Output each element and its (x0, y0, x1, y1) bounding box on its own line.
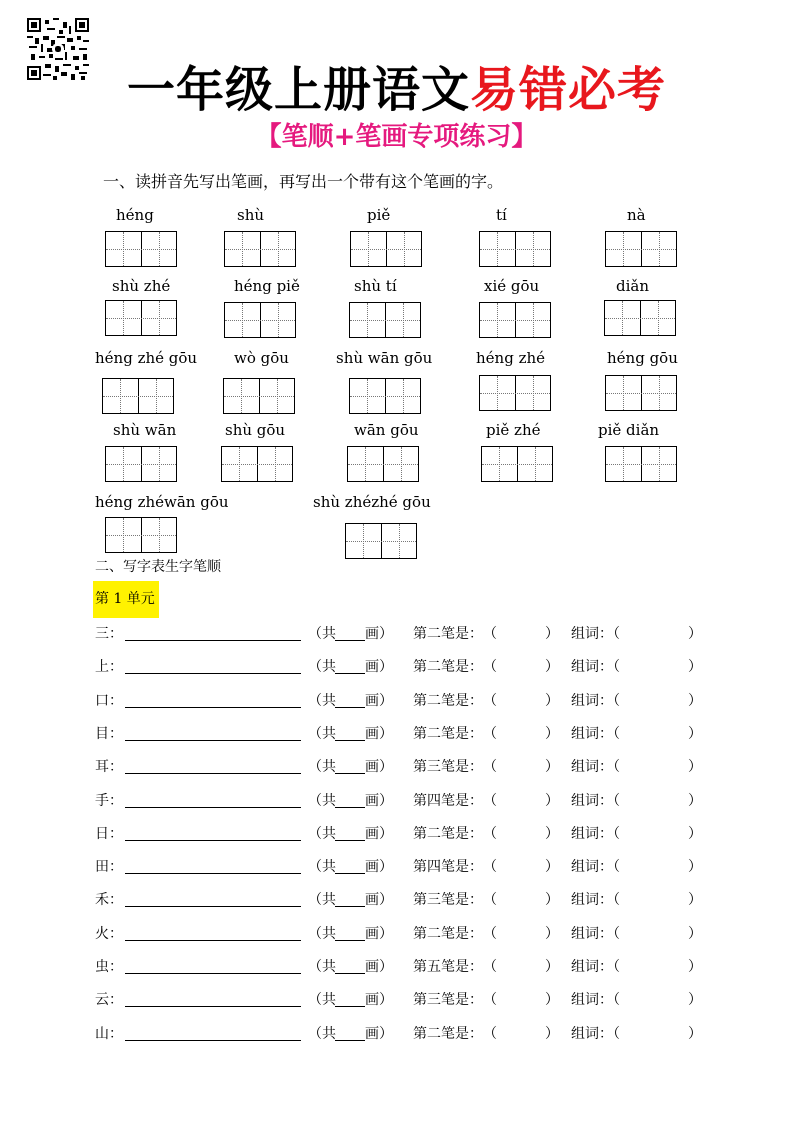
page-subtitle: 【笔顺+笔画专项练习】 (255, 122, 538, 152)
word-label: 组词：（ (571, 959, 620, 975)
word-label: 组词：（ (571, 992, 620, 1009)
word-label: 组词：（ (571, 892, 620, 909)
page-title: 一年级上册语文易错必考 (126, 62, 667, 118)
pinyin-label: shù (237, 206, 265, 224)
word-label: 组词：（ (571, 692, 620, 709)
total-strokes-close: 画） (365, 859, 393, 876)
stroke-order-blank[interactable] (125, 640, 301, 641)
total-strokes-open: （共 (308, 792, 336, 809)
character-label: 日： (95, 825, 123, 842)
total-strokes-open: （共 (308, 725, 336, 742)
stroke-question: 第四笔是： (413, 859, 483, 876)
character-label: 上： (95, 659, 123, 676)
total-strokes-blank[interactable] (335, 1040, 365, 1041)
pinyin-label: shù gōu (225, 421, 286, 439)
stroke-row (95, 924, 715, 944)
word-label: 组词：（ (571, 859, 620, 876)
pinyin-label: piě zhé (486, 421, 541, 439)
writing-grid-box[interactable] (605, 375, 677, 411)
word-close-paren: ） (688, 626, 702, 642)
word-label: 组词：（ (571, 759, 620, 776)
stroke-open-paren: （ (483, 925, 497, 942)
stroke-row (95, 791, 715, 811)
writing-grid-box[interactable] (481, 446, 553, 482)
pinyin-label: wān gōu (354, 421, 419, 439)
writing-grid-box[interactable] (105, 231, 177, 267)
character-label: 口： (95, 692, 123, 709)
stroke-row (95, 624, 715, 644)
stroke-row (95, 724, 715, 744)
writing-grid-box[interactable] (605, 446, 677, 482)
character-label: 三： (95, 626, 123, 642)
total-strokes-open: （共 (308, 1025, 336, 1042)
stroke-question: 第三笔是： (413, 892, 483, 909)
stroke-order-blank[interactable] (125, 707, 301, 708)
stroke-question: 第二笔是： (413, 659, 483, 676)
writing-grid-box[interactable] (479, 375, 551, 411)
writing-grid-box[interactable] (102, 378, 174, 414)
total-strokes-close: 画） (365, 925, 393, 942)
character-label: 禾： (95, 892, 123, 909)
writing-grid-box[interactable] (221, 446, 293, 482)
writing-grid-box[interactable] (347, 446, 419, 482)
writing-grid-box[interactable] (224, 231, 296, 267)
pinyin-label: tí (496, 206, 507, 224)
writing-grid-box[interactable] (105, 517, 177, 553)
stroke-row (95, 990, 715, 1010)
writing-grid-box[interactable] (349, 378, 421, 414)
stroke-question: 第三笔是： (413, 759, 483, 776)
total-strokes-open: （共 (308, 626, 336, 642)
total-strokes-close: 画） (365, 725, 393, 742)
stroke-question: 第二笔是： (413, 692, 483, 709)
stroke-question: 第二笔是： (413, 825, 483, 842)
writing-grid-box[interactable] (105, 300, 177, 336)
stroke-open-paren: （ (483, 725, 497, 742)
stroke-close-paren: ） (545, 626, 559, 642)
word-label: 组词：（ (571, 659, 620, 676)
stroke-order-blank[interactable] (125, 906, 301, 907)
pinyin-label: héng gōu (607, 349, 678, 367)
total-strokes-open: （共 (308, 892, 336, 909)
unit-label: 第 1 单元 (93, 581, 159, 618)
word-close-paren: ） (688, 725, 702, 742)
section-1-heading: 一、读拼音先写出笔画，再写出一个带有这个笔画的字。 (103, 172, 504, 191)
word-label: 组词：（ (571, 792, 620, 809)
total-strokes-blank[interactable] (335, 740, 365, 741)
stroke-question: 第二笔是： (413, 725, 483, 742)
word-close-paren: ） (688, 992, 702, 1009)
stroke-open-paren: （ (483, 692, 497, 709)
pinyin-label: shù zhé (112, 277, 171, 295)
total-strokes-blank[interactable] (335, 973, 365, 974)
pinyin-label: wò gōu (234, 349, 289, 367)
stroke-close-paren: ） (545, 825, 559, 842)
total-strokes-open: （共 (308, 825, 336, 842)
stroke-row (95, 857, 715, 877)
stroke-order-blank[interactable] (125, 840, 301, 841)
stroke-open-paren: （ (483, 1025, 497, 1042)
stroke-order-blank[interactable] (125, 973, 301, 974)
total-strokes-close: 画） (365, 959, 393, 975)
character-label: 虫： (95, 959, 123, 975)
stroke-close-paren: ） (545, 992, 559, 1009)
stroke-close-paren: ） (545, 792, 559, 809)
stroke-open-paren: （ (483, 992, 497, 1009)
stroke-question: 第二笔是： (413, 1025, 483, 1042)
stroke-close-paren: ） (545, 659, 559, 676)
stroke-order-blank[interactable] (125, 1006, 301, 1007)
total-strokes-close: 画） (365, 759, 393, 776)
word-close-paren: ） (688, 659, 702, 676)
total-strokes-close: 画） (365, 692, 393, 709)
total-strokes-blank[interactable] (335, 940, 365, 941)
word-close-paren: ） (688, 959, 702, 975)
stroke-row (95, 757, 715, 777)
stroke-question: 第二笔是： (413, 925, 483, 942)
stroke-open-paren: （ (483, 659, 497, 676)
word-label: 组词：（ (571, 1025, 620, 1042)
pinyin-label: héng zhé (476, 349, 546, 367)
total-strokes-blank[interactable] (335, 807, 365, 808)
stroke-order-blank[interactable] (125, 1040, 301, 1041)
total-strokes-open: （共 (308, 925, 336, 942)
total-strokes-blank[interactable] (335, 873, 365, 874)
writing-grid-box[interactable] (479, 302, 551, 338)
pinyin-label: diǎn (616, 277, 650, 295)
pinyin-label: héng piě (234, 277, 300, 295)
character-label: 云： (95, 992, 123, 1009)
pinyin-label: shù tí (354, 277, 397, 295)
stroke-order-blank[interactable] (125, 673, 301, 674)
writing-grid-box[interactable] (605, 231, 677, 267)
total-strokes-blank[interactable] (335, 1006, 365, 1007)
stroke-question: 第四笔是： (413, 792, 483, 809)
stroke-close-paren: ） (545, 759, 559, 776)
writing-grid-box[interactable] (349, 302, 421, 338)
total-strokes-close: 画） (365, 792, 393, 809)
total-strokes-blank[interactable] (335, 773, 365, 774)
stroke-close-paren: ） (545, 859, 559, 876)
writing-grid-box[interactable] (350, 231, 422, 267)
total-strokes-close: 画） (365, 825, 393, 842)
total-strokes-open: （共 (308, 859, 336, 876)
pinyin-label: nà (627, 206, 646, 224)
stroke-open-paren: （ (483, 825, 497, 842)
total-strokes-blank[interactable] (335, 707, 365, 708)
total-strokes-close: 画） (365, 1025, 393, 1042)
total-strokes-close: 画） (365, 659, 393, 676)
word-close-paren: ） (688, 792, 702, 809)
writing-grid-box[interactable] (604, 300, 676, 336)
stroke-row (95, 691, 715, 711)
character-label: 手： (95, 792, 123, 809)
stroke-close-paren: ） (545, 925, 559, 942)
stroke-order-blank[interactable] (125, 773, 301, 774)
pinyin-label: xié gōu (484, 277, 540, 295)
stroke-row (95, 657, 715, 677)
writing-grid-box[interactable] (105, 446, 177, 482)
stroke-row (95, 824, 715, 844)
total-strokes-close: 画） (365, 626, 393, 642)
total-strokes-open: （共 (308, 759, 336, 776)
stroke-close-paren: ） (545, 692, 559, 709)
writing-grid-box[interactable] (479, 231, 551, 267)
word-label: 组词：（ (571, 925, 620, 942)
pinyin-label: shù wān gōu (336, 349, 433, 367)
writing-grid-box[interactable] (224, 302, 296, 338)
stroke-order-blank[interactable] (125, 740, 301, 741)
stroke-close-paren: ） (545, 725, 559, 742)
word-close-paren: ） (688, 925, 702, 942)
stroke-row (95, 890, 715, 910)
pinyin-label: piě (367, 206, 391, 224)
character-label: 田： (95, 859, 123, 876)
word-close-paren: ） (688, 1025, 702, 1042)
stroke-open-paren: （ (483, 892, 497, 909)
stroke-question: 第五笔是： (413, 959, 483, 975)
total-strokes-open: （共 (308, 692, 336, 709)
character-label: 火： (95, 925, 123, 942)
total-strokes-blank[interactable] (335, 640, 365, 641)
character-label: 山： (95, 1025, 123, 1042)
total-strokes-open: （共 (308, 659, 336, 676)
stroke-close-paren: ） (545, 959, 559, 975)
stroke-open-paren: （ (483, 759, 497, 776)
total-strokes-open: （共 (308, 992, 336, 1009)
pinyin-label: héng zhéwān gōu (95, 493, 229, 511)
total-strokes-close: 画） (365, 892, 393, 909)
total-strokes-open: （共 (308, 959, 336, 975)
word-label: 组词：（ (571, 626, 620, 642)
pinyin-label: shù wān (113, 421, 177, 439)
word-close-paren: ） (688, 892, 702, 909)
pinyin-label: héng (116, 206, 154, 224)
word-close-paren: ） (688, 825, 702, 842)
stroke-close-paren: ） (545, 1025, 559, 1042)
pinyin-label: shù zhézhé gōu (313, 493, 431, 511)
stroke-question: 第二笔是： (413, 626, 483, 642)
character-label: 目： (95, 725, 123, 742)
stroke-close-paren: ） (545, 892, 559, 909)
stroke-open-paren: （ (483, 859, 497, 876)
stroke-order-blank[interactable] (125, 873, 301, 874)
word-close-paren: ） (688, 692, 702, 709)
total-strokes-blank[interactable] (335, 840, 365, 841)
stroke-order-blank[interactable] (125, 807, 301, 808)
stroke-open-paren: （ (483, 959, 497, 975)
writing-grid-box[interactable] (223, 378, 295, 414)
stroke-row (95, 957, 715, 977)
stroke-open-paren: （ (483, 792, 497, 809)
total-strokes-blank[interactable] (335, 906, 365, 907)
total-strokes-blank[interactable] (335, 673, 365, 674)
word-close-paren: ） (688, 759, 702, 776)
stroke-question: 第三笔是： (413, 992, 483, 1009)
pinyin-label: piě diǎn (598, 421, 660, 439)
pinyin-label: héng zhé gōu (95, 349, 198, 367)
section-2-heading: 二、写字表生字笔顺 (95, 559, 221, 575)
total-strokes-close: 画） (365, 992, 393, 1009)
writing-grid-box[interactable] (345, 523, 417, 559)
word-label: 组词：（ (571, 725, 620, 742)
word-close-paren: ） (688, 859, 702, 876)
character-label: 耳： (95, 759, 123, 776)
stroke-row (95, 1024, 715, 1044)
stroke-order-blank[interactable] (125, 940, 301, 941)
stroke-open-paren: （ (483, 626, 497, 642)
word-label: 组词：（ (571, 825, 620, 842)
